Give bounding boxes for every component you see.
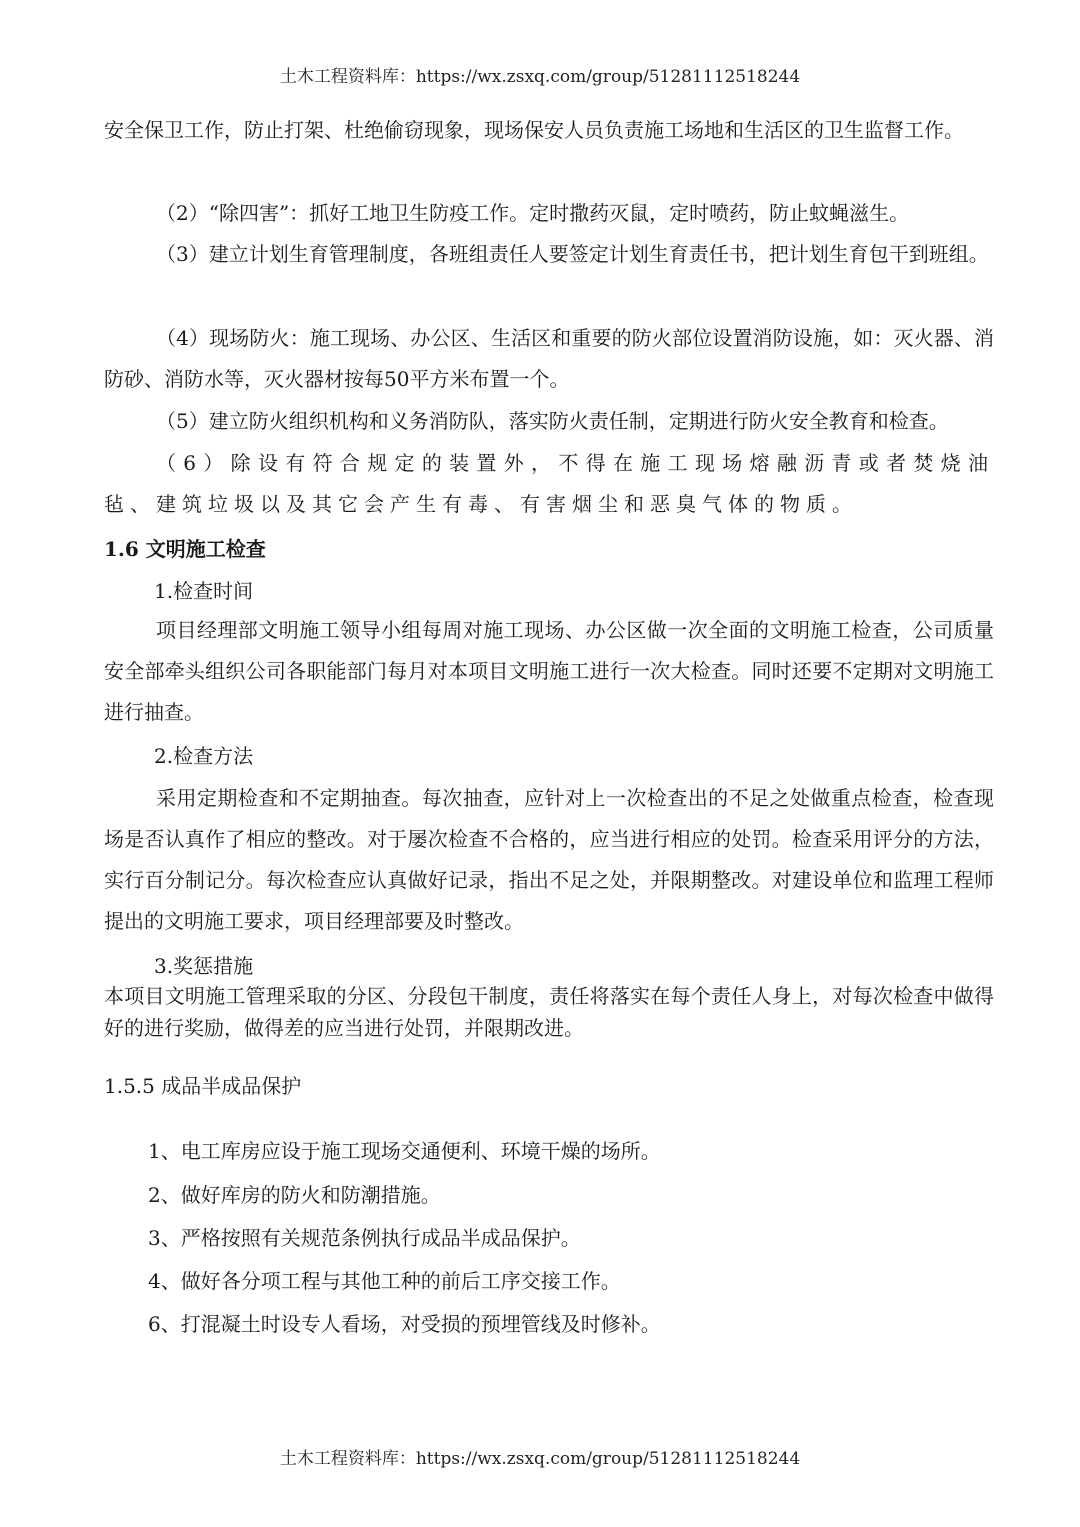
list-item: 6、打混凝土时设专人看场，对受损的预埋管线及时修补。 <box>148 1312 661 1336</box>
subheading-inspection-time: 1.检查时间 <box>154 579 254 603</box>
paragraph-inspection-method: 采用定期检查和不定期抽查。每次抽查，应针对上一次检查出的不足之处做重点检查，检查现场是否认真作了相应的整改。对于屡次检查不合格的，应当进行相应的处罚。检查采用评分的方法，实行百分制记分。每次检查应认真做好记录，指出不足之处，并限期整改。对建设单位和监理工程师提出的文明施工要求，项目经理部要及时整改。 <box>104 786 994 933</box>
paragraph-fire-organization: （5）建立防火组织机构和义务消防队，落实防火责任制，定期进行防火安全教育和检查。 <box>156 409 949 433</box>
list-item: 2、做好库房的防火和防潮措施。 <box>148 1183 441 1207</box>
list-item: 3、严格按照有关规范条例执行成品半成品保护。 <box>148 1226 581 1250</box>
paragraph-inspection-time: 项目经理部文明施工领导小组每周对施工现场、办公区做一次全面的文明施工检查，公司质量安全部牵头组织公司各职能部门每月对本项目文明施工进行一次大检查。同时还要不定期对文明施工进行抽查。 <box>104 618 994 724</box>
paragraph-rewards-penalties: 本项目文明施工管理采取的分区、分段包干制度，责任将落实在每个责任人身上，对每次检查中做得好的进行奖励，做得差的应当进行处罚，并限期改进。 <box>104 984 994 1040</box>
paragraph-security: 安全保卫工作，防止打架、杜绝偷窃现象，现场保安人员负责施工场地和生活区的卫生监督工作。 <box>104 118 964 142</box>
section-heading-product-protection: 1.5.5 成品半成品保护 <box>104 1074 302 1098</box>
list-item: 1、电工库房应设于施工现场交通便利、环境干燥的场所。 <box>148 1139 661 1163</box>
subheading-inspection-method: 2.检查方法 <box>154 744 254 768</box>
list-item: 4、做好各分项工程与其他工种的前后工序交接工作。 <box>148 1269 621 1293</box>
page-header: 土木工程资料库：https://wx.zsxq.com/group/51281112518244 <box>279 67 801 87</box>
paragraph-fire-prevention: （4）现场防火：施工现场、办公区、生活区和重要的防火部位设置消防设施，如：灭火器、消防砂、消防水等，灭火器材按每50平方米布置一个。 <box>104 326 994 391</box>
paragraph-hazardous-materials: （6）除设有符合规定的装置外，不得在施工现场熔融沥青或者焚烧油毡、建筑垃圾以及其它会产生有毒、有害烟尘和恶臭气体的物质。 <box>104 451 994 516</box>
subheading-rewards-penalties: 3.奖惩措施 <box>154 954 254 978</box>
page-footer: 土木工程资料库：https://wx.zsxq.com/group/51281112518244 <box>279 1449 801 1469</box>
paragraph-pest-control: （2）“除四害”：抓好工地卫生防疫工作。定时撒药灭鼠，定时喷药，防止蚊蝇滋生。 <box>156 201 910 225</box>
section-heading-inspection: 1.6 文明施工检查 <box>104 537 266 561</box>
paragraph-family-planning: （3）建立计划生育管理制度，各班组责任人要签定计划生育责任书，把计划生育包干到班组。 <box>156 242 989 266</box>
